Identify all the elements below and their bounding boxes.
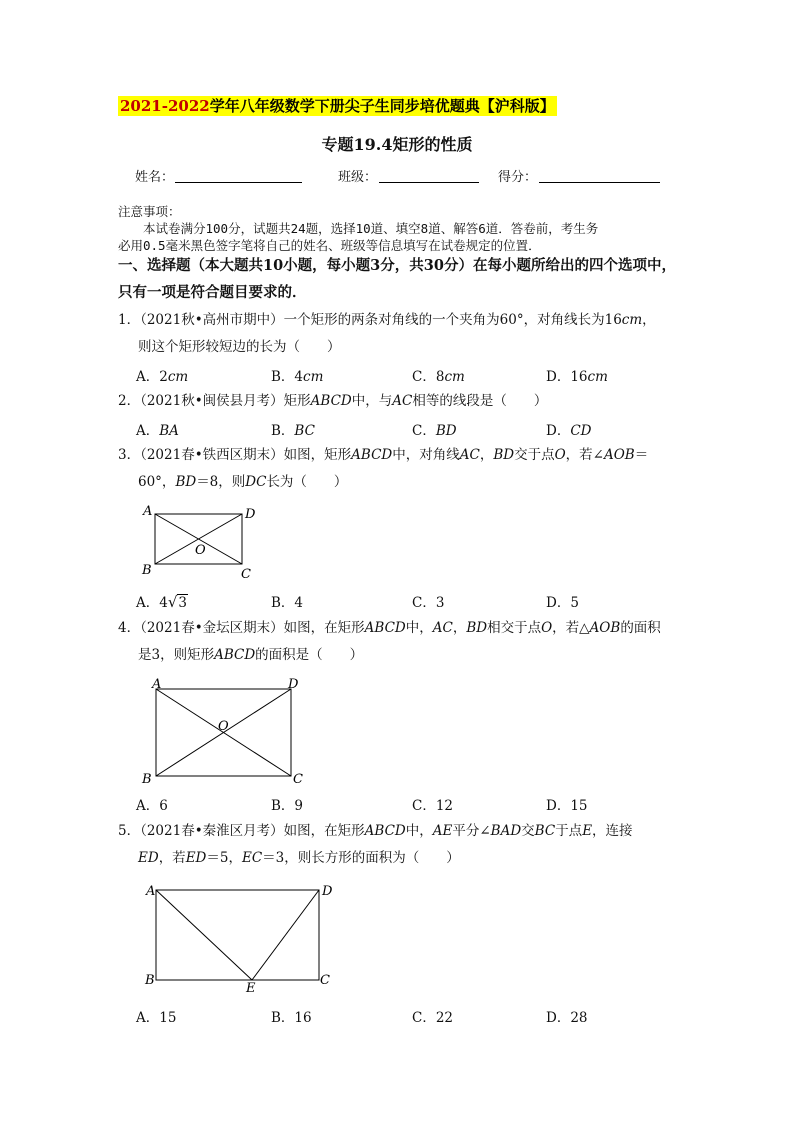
q4-text: ， [452, 620, 467, 636]
q4-var: AOB [589, 620, 621, 636]
q2-var: AC [392, 393, 413, 409]
q3-figure [138, 502, 258, 582]
option-value: 12 [435, 798, 454, 814]
q1-number: 1． [118, 312, 141, 328]
option-key: A． [136, 1010, 160, 1026]
option-key: D． [546, 423, 571, 439]
q4-text: 是3，则矩形 [138, 647, 215, 663]
option-key: C． [412, 1010, 436, 1026]
notice-line-1: 本试卷满分100分，试题共24题，选择10道、填空8道、解答6道．答卷前，考生务 [143, 221, 599, 236]
q5-text: ，若 [158, 850, 186, 866]
option-key: A． [136, 595, 160, 611]
q4-label-a: A [152, 677, 162, 692]
q5-text: 平分∠ [452, 823, 491, 839]
q4-text: 的面积是（ ） [255, 647, 364, 663]
q3-label-a: A [143, 504, 153, 519]
option-unit: cm [444, 369, 465, 385]
q3-text: 长为（ ） [266, 474, 348, 490]
option-key: A． [136, 423, 160, 439]
banner-year: 2021-2022 [120, 97, 210, 115]
q5-var: ABCD [364, 823, 406, 839]
score-field [498, 166, 663, 185]
option-value: 4 [294, 595, 304, 611]
q5-var: AE [432, 823, 453, 839]
q2-source: （2021秋•闽侯县月考） [140, 393, 284, 409]
q3-text: ， [479, 447, 494, 463]
sqrt-icon: √ [167, 593, 178, 611]
page-title: 专题19.4矩形的性质 [321, 135, 473, 154]
q5-segment-ae [156, 890, 252, 980]
option-key: B． [271, 423, 295, 439]
q2-option-b[interactable] [271, 419, 315, 439]
q5-var: ED [185, 850, 207, 866]
question-2 [118, 388, 678, 415]
q4-figure [138, 675, 313, 790]
q4-option-c[interactable] [412, 794, 453, 814]
q2-number: 2． [118, 393, 141, 409]
class-field [338, 166, 483, 185]
q4-var: BD [466, 620, 488, 636]
q2-var: ABCD [310, 393, 352, 409]
q3-text: 中，对角线 [392, 447, 460, 463]
q5-var: ED [138, 850, 159, 866]
q3-label-c: C [241, 567, 251, 582]
q5-number: 5． [118, 823, 141, 839]
q5-var: BAD [490, 823, 522, 839]
option-key: B． [271, 1010, 295, 1026]
q1-text-line-2: 则这个矩形较短边的长为（ ） [138, 339, 341, 355]
option-value: 15 [570, 798, 588, 814]
q4-number: 4． [118, 620, 141, 636]
q4-text: ，若△ [552, 620, 590, 636]
q2-option-c[interactable] [412, 419, 457, 439]
class-blank[interactable] [379, 182, 479, 183]
q5-option-a[interactable] [136, 1006, 176, 1026]
q5-figure [138, 878, 338, 998]
option-value: 2 [159, 369, 168, 385]
q3-var: BD [493, 447, 515, 463]
q3-option-b[interactable] [271, 591, 303, 611]
q3-label-o: O [195, 543, 206, 558]
header-banner [118, 96, 557, 116]
q2-text: 相等的线段是（ ） [412, 393, 548, 409]
option-value: 16 [294, 1010, 312, 1026]
option-value: 8 [435, 369, 445, 385]
q1-unit: cm [621, 312, 643, 328]
option-value: 16 [570, 369, 588, 385]
q1-text: 一个矩形的两条对角线的一个夹角为60°，对角线长为16 [283, 312, 622, 328]
option-value: 3 [435, 595, 445, 611]
section-heading [118, 252, 678, 306]
q3-label-b: B [142, 563, 152, 578]
option-key: B． [271, 595, 295, 611]
option-value: 4 [294, 369, 304, 385]
q4-text: 中， [405, 620, 433, 636]
q4-source: （2021春•金坛区期末） [140, 620, 284, 636]
q3-text: 如图，矩形 [283, 447, 352, 463]
q4-label-d: D [288, 677, 299, 692]
q4-text: 如图，在矩形 [283, 620, 365, 636]
option-key: B． [271, 798, 295, 814]
name-field [135, 166, 305, 185]
question-5 [118, 818, 678, 872]
option-key: C． [412, 423, 436, 439]
option-key: C． [412, 369, 436, 385]
q5-label-b: B [145, 973, 155, 988]
q3-var: AC [459, 447, 480, 463]
option-value: 15 [159, 1010, 177, 1026]
q4-text: 相交于点 [487, 620, 542, 636]
option-key: B． [271, 369, 295, 385]
notice-label: 注意事项： [118, 204, 181, 219]
q1-source: （2021秋•高州市期中） [140, 312, 284, 328]
q4-var: ABCD [364, 620, 406, 636]
q3-text: ，若∠ [565, 447, 604, 463]
option-value: CD [570, 423, 592, 439]
q5-label-d: D [322, 884, 333, 899]
q4-label-b: B [142, 772, 152, 787]
q1-text-end: ， [642, 312, 656, 328]
score-label: 得分： [498, 170, 538, 185]
q3-var: ABCD [351, 447, 393, 463]
q5-text: 于点 [555, 823, 583, 839]
option-key: D． [546, 369, 571, 385]
option-unit: cm [167, 369, 189, 385]
option-radicand: 3 [178, 595, 187, 611]
option-value: BD [435, 423, 457, 439]
q3-var: O [554, 447, 566, 463]
option-value: 4 [159, 595, 168, 611]
q4-var: ABCD [214, 647, 256, 663]
question-1 [118, 307, 678, 361]
q1-option-b[interactable] [271, 365, 323, 385]
option-key: C． [412, 798, 436, 814]
name-blank[interactable] [175, 182, 302, 183]
q4-text: 的面积 [620, 620, 661, 636]
option-key: D． [546, 1010, 571, 1026]
option-key: D． [546, 798, 571, 814]
q4-option-a[interactable] [136, 794, 168, 814]
q5-option-c[interactable] [412, 1006, 453, 1026]
q5-var: EC [241, 850, 263, 866]
q5-label-c: C [320, 973, 330, 988]
option-value: 5 [570, 595, 579, 611]
q2-option-a[interactable] [136, 419, 179, 439]
q5-option-b[interactable] [271, 1006, 312, 1026]
q4-label-o: O [218, 719, 229, 734]
q4-var: O [541, 620, 553, 636]
q3-var: DC [245, 474, 267, 490]
section-heading-line-1: 一、选择题（本大题共10小题，每小题3分，共30分）在每小题所给出的四个选项中， [118, 257, 676, 274]
section-heading-line-2: 只有一项是符合题目要求的． [118, 284, 307, 301]
q3-source: （2021春•铁西区期末） [140, 447, 284, 463]
option-key: A． [136, 369, 160, 385]
option-value: 22 [435, 1010, 454, 1026]
q5-text: ，连接 [592, 823, 633, 839]
q5-var: BC [534, 823, 556, 839]
q3-option-c[interactable] [412, 591, 444, 611]
q2-text: 矩形 [283, 393, 311, 409]
option-unit: cm [303, 369, 324, 385]
q5-segment-ed [252, 890, 319, 980]
q3-option-a[interactable] [136, 591, 188, 611]
q4-option-b[interactable] [271, 794, 303, 814]
q5-text: 如图，在矩形 [283, 823, 365, 839]
q5-var: E [582, 823, 593, 839]
q1-option-d[interactable] [546, 365, 608, 385]
question-4 [118, 615, 678, 669]
option-key: D． [546, 595, 571, 611]
q5-source: （2021春•秦淮区月考） [140, 823, 284, 839]
notice-block [118, 203, 678, 254]
question-3 [118, 442, 678, 496]
q2-option-d[interactable] [546, 419, 591, 439]
q3-option-d[interactable] [546, 591, 579, 611]
option-value: 9 [294, 798, 304, 814]
q5-label-e: E [246, 981, 256, 996]
q3-text: 交于点 [514, 447, 555, 463]
q3-text: ＝ [634, 447, 649, 463]
score-blank[interactable] [539, 182, 660, 183]
option-value: 28 [570, 1010, 588, 1026]
q3-number: 3． [118, 447, 141, 463]
class-label: 班级： [338, 170, 378, 185]
q5-text: ＝3，则长方形的面积为（ ） [262, 850, 460, 866]
option-unit: cm [587, 369, 608, 385]
option-value: BC [294, 423, 315, 439]
notice-line-2: 必用0.5毫米黑色签字笔将自己的姓名、班级等信息填写在试卷规定的位置． [118, 238, 541, 253]
q1-option-a[interactable] [136, 365, 188, 385]
q4-label-c: C [293, 772, 303, 787]
q1-option-c[interactable] [412, 365, 465, 385]
option-value: BA [159, 423, 179, 439]
option-key: A． [136, 798, 160, 814]
q5-text: ＝5， [206, 850, 242, 866]
q3-var: AOB [603, 447, 635, 463]
q3-label-d: D [245, 507, 256, 522]
name-label: 姓名： [135, 170, 175, 185]
option-key: C． [412, 595, 436, 611]
q5-option-d[interactable] [546, 1006, 588, 1026]
q4-option-d[interactable] [546, 794, 588, 814]
q4-var: AC [432, 620, 453, 636]
q3-text: 60°， [138, 474, 176, 490]
q5-text: 中， [405, 823, 433, 839]
q2-text: 中，与 [351, 393, 393, 409]
q3-text: ＝8，则 [196, 474, 246, 490]
banner-text: 学年八年级数学下册尖子生同步培优题典【沪科版】 [209, 97, 555, 115]
q5-text: 交 [521, 823, 535, 839]
q3-var: BD [175, 474, 197, 490]
option-value: 6 [159, 798, 168, 814]
q5-label-a: A [146, 884, 156, 899]
